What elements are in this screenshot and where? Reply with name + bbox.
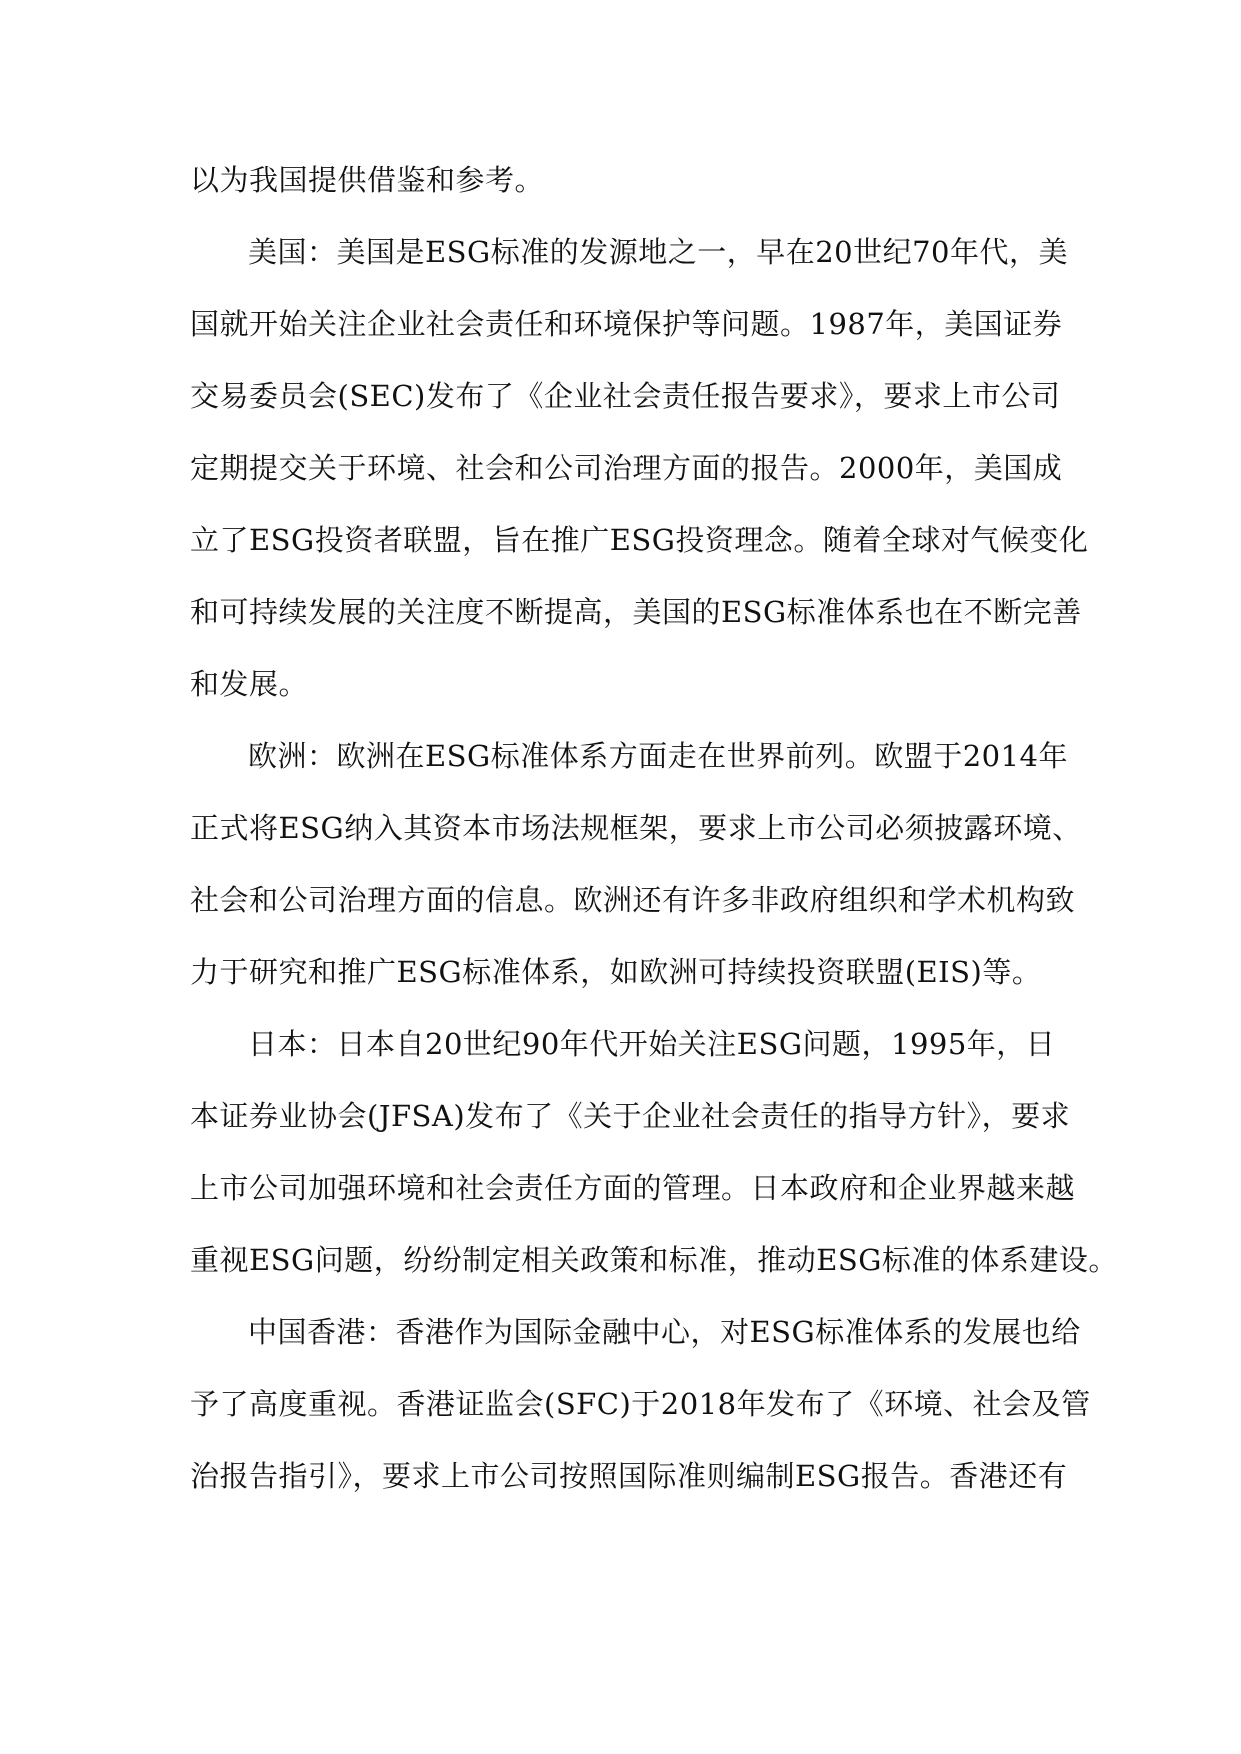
paragraph-japan-line-2: 本证券业协会(JFSA)发布了《关于企业社会责任的指导方针》，要求	[190, 1099, 1071, 1133]
paragraph-usa-line-6: 和可持续发展的关注度不断提高，美国的ESG标准体系也在不断完善	[190, 595, 1082, 629]
text-line-1: 以为我国提供借鉴和参考。	[190, 163, 545, 197]
paragraph-usa-line-4: 定期提交关于环境、社会和公司治理方面的报告。2000年，美国成	[190, 451, 1063, 485]
paragraph-japan-line-3: 上市公司加强环境和社会责任方面的管理。日本政府和企业界越来越	[190, 1171, 1076, 1205]
paragraph-usa-line-1: 美国：美国是ESG标准的发源地之一，早在20世纪70年代，美	[248, 235, 1069, 269]
paragraph-usa-line-2: 国就开始关注企业社会责任和环境保护等问题。1987年，美国证券	[190, 307, 1063, 341]
paragraph-europe-line-4: 力于研究和推广ESG标准体系，如欧洲可持续投资联盟(EIS)等。	[190, 955, 1042, 989]
paragraph-usa-line-7: 和发展。	[190, 667, 309, 701]
paragraph-japan-line-1: 日本：日本自20世纪90年代开始关注ESG问题，1995年，日	[248, 1027, 1056, 1061]
paragraph-usa-line-5: 立了ESG投资者联盟，旨在推广ESG投资理念。随着全球对气候变化	[190, 523, 1089, 557]
paragraph-hongkong-line-3: 治报告指引》，要求上市公司按照国际准则编制ESG报告。香港还有	[190, 1459, 1068, 1493]
paragraph-europe-line-1: 欧洲：欧洲在ESG标准体系方面走在世界前列。欧盟于2014年	[248, 739, 1069, 773]
paragraph-europe-line-3: 社会和公司治理方面的信息。欧洲还有许多非政府组织和学术机构致	[190, 883, 1076, 917]
paragraph-europe-line-2: 正式将ESG纳入其资本市场法规框架，要求上市公司必须披露环境、	[190, 811, 1082, 845]
paragraph-hongkong-line-2: 予了高度重视。香港证监会(SFC)于2018年发布了《环境、社会及管	[190, 1387, 1091, 1421]
paragraph-japan-line-4: 重视ESG问题，纷纷制定相关政策和标准，推动ESG标准的体系建设。	[190, 1243, 1118, 1277]
paragraph-hongkong-line-1: 中国香港：香港作为国际金融中心，对ESG标准体系的发展也给	[248, 1315, 1081, 1349]
paragraph-usa-line-3: 交易委员会(SEC)发布了《企业社会责任报告要求》，要求上市公司	[190, 379, 1061, 413]
body-text	[190, 144, 1118, 1512]
